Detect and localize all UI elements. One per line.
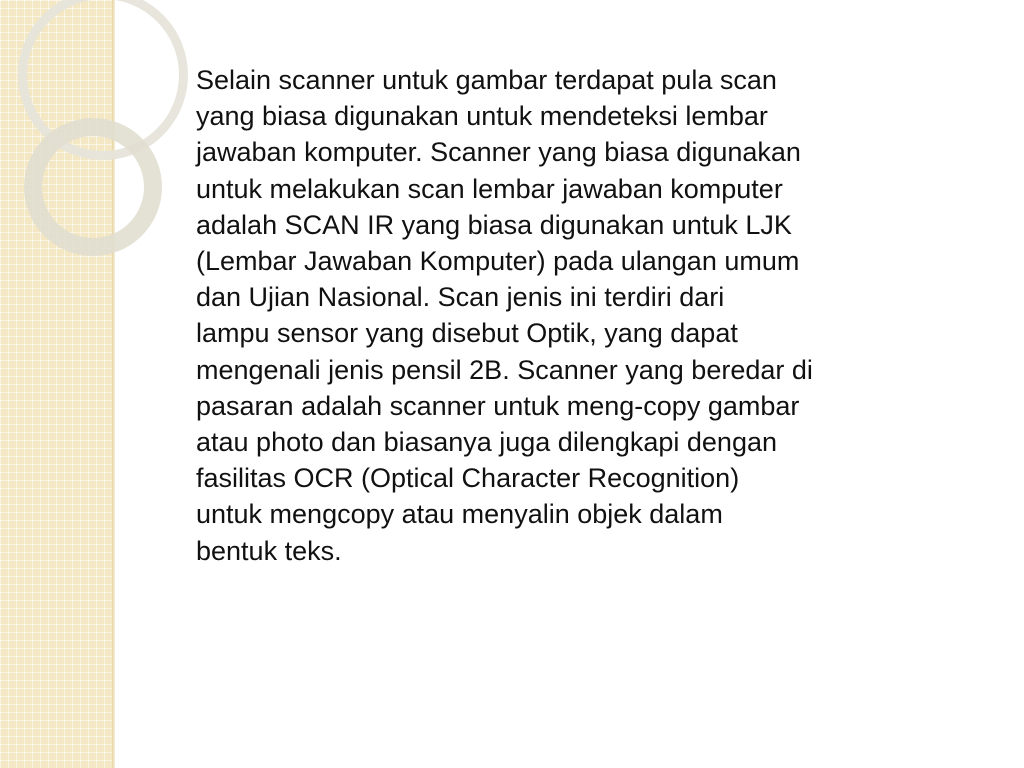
slide-content [196,62,976,569]
decorative-ring-middle [24,118,162,256]
body-paragraph: Selain scanner untuk gambar terdapat pula scan yang biasa digunakan untuk mendeteksi lembar jawaban komputer. Scanner yang biasa digunakan untuk melakukan scan lembar jawaban komputer adalah SCAN IR yang biasa digunakan untuk LJK (Lembar Jawaban Komputer) pada ulangan umum dan Ujian Nasional. Scan jenis ini terdiri dari lampu sensor yang disebut Optik, yang dapat mengenali jenis pensil 2B. Scanner yang beredar di pasaran adalah scanner untuk meng-copy gambar atau photo dan biasanya juga dilengkapi dengan fasilitas OCR (Optical Character Recognition) untuk mengcopy atau menyalin objek dalam bentuk teks. [196,65,813,566]
